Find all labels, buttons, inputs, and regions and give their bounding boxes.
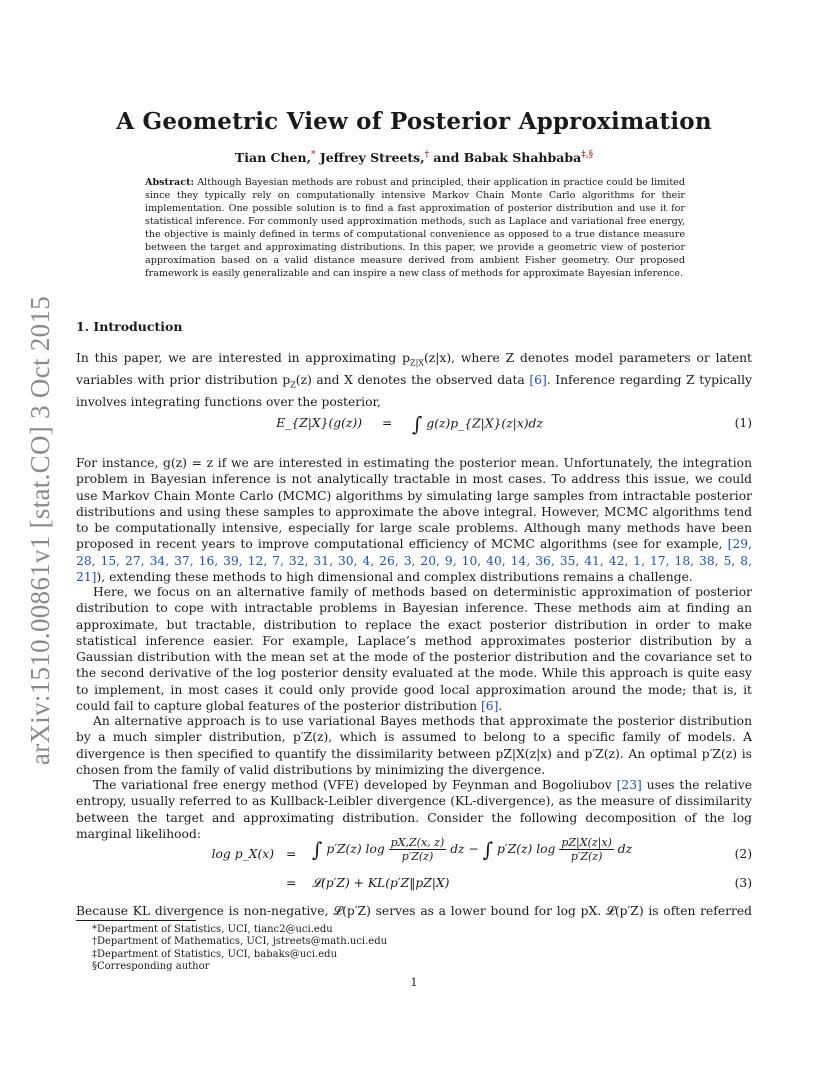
intro-paragraph-2 [76,455,752,585]
p5-text-a: The variational free energy method (VFE) developed by Feynman and Bogoliubov [93,778,612,792]
p1-text-a: In this paper, we are interested in approximating p [76,351,411,365]
intro-paragraph-1 [76,350,752,410]
arxiv-identifier [18,250,64,810]
p1-text-c: (z) and X denotes the observed data [295,372,525,387]
author-2: Jeffrey Streets, [319,150,425,166]
abstract-text: Although Bayesian methods are robust and principled, their application in practice could be limited since they typically rely on computationally intensive Markov Chain Monte Carlo algorithms for their implementation. One possible solution is to find a fast approximation of posterior distribution and use it for statistical inference. For commonly used approximation methods, such as Laplace and variational free energy, the objective is mainly defined in terms of computational convenience as opposed to a true distance measure between the target and approximating distributions. In this paper, we provide a geometric view of posterior approximation based on a valid distance measure derived from ambient Fisher geometry. Our proposed framework is easily generalizable and can inspire a new class of methods for approximate Bayesian inference. [145,177,685,279]
citation-link[interactable]: [23] [616,778,642,792]
author-3-mark[interactable]: ‡,§ [581,150,594,160]
abstract [145,176,685,280]
author-1: Tian Chen, [234,150,311,166]
eq3-number: (3) [734,876,752,890]
equation-1 [76,412,752,436]
equation-3 [76,876,752,894]
citation-list[interactable]: [29, 28, 15, 27, 34, 37, 16, 39, 12, 7, 32, 31, 30, 4, 26, 3, 20, 9, 10, 40, 14, 36, 35, 41, 42, 1, 17, 18, 38, 5, 8, 21] [76,537,752,585]
intro-paragraph-6: Because KL divergence is non-negative, 𝓛(p′Z) serves as a lower bound for log pX. 𝓛(p′Z) is often referred [76,904,752,918]
p1-sub-2: Z [290,380,296,390]
author-1-mark[interactable]: * [310,150,316,160]
eq1-equals: = [382,416,393,430]
eq1-rhs: ∫ g(z)p_{Z|X}(z|x)dz [412,412,543,436]
section-heading: 1. Introduction [76,319,183,334]
intro-paragraph-5 [76,777,752,842]
p5-text-b: uses the relative entropy, usually referred to as Kullback-Leibler divergence (KL-divergence), as the measure of dissimilarity between the target and approximating distribution. Consider the following decomposition of the log marginal likelihood: [76,778,752,841]
paper-title: A Geometric View of Posterior Approximation [116,108,712,135]
footnote-2: †Department of Mathematics, UCI, jstreets@math.uci.edu [92,936,388,948]
footnote-3: ‡Department of Statistics, UCI, babaks@uci.edu [92,948,338,960]
footnote-rule [76,920,196,921]
equation-2 [76,836,752,872]
eq2-equals: = [286,847,297,861]
eq3-equals: = [286,876,297,890]
footnote-1: *Department of Statistics, UCI, tianc2@uci.edu [92,924,333,935]
intro-paragraph-3 [76,584,752,714]
eq2-term1-post: dz − [450,842,479,856]
page-number: 1 [410,976,418,989]
p3-text-a: Here, we focus on an alternative family of methods based on deterministic approximation of posterior distribution to cope with intractable problems in Bayesian inference. These methods aim at finding an approximate, but tractable, distribution to replace the exact posterior distribution in order to make statistical inference easier. For example, Laplace’s method approximates posterior distribution by a Gaussian distribution with the mean set at the mode of the posterior distribution and the covariance set to the second derivative of the log posterior density evaluated at the mode. While this approach is quite easy to implement, in most cases it could only provide good local approximation around the mode; that is, it could fail to capture global features of the posterior distribution [76,585,752,714]
eq2-rhs: ∫ p′Z(z) log $\frac{pX,Z(x, z)}{p'Z(z)}$ dz − ∫ p′Z(z) log $\frac{pZ|X(z|x)}{p'Z(z)}$ dz [312,836,633,863]
eq2-frac2-den: p′Z(z) [570,850,603,863]
p1-text-b: (z|x), where Z denotes model parameters or latent variables with prior distribution p [76,351,752,387]
eq1-rhs-text: g(z)p_{Z|X}(z|x)dz [426,416,543,431]
author-line [0,150,828,165]
eq2-number: (2) [734,847,752,861]
p3-text-b: . [498,699,503,714]
eq2-frac1-num: pX,Z(x, z) [390,836,445,849]
author-2-mark[interactable]: † [424,150,430,160]
author-3: and Babak Shahbaba [433,150,582,166]
abstract-label: Abstract: [145,177,195,188]
eq2-term1-pre: p′Z(z) log [326,842,385,856]
eq2-frac2-num: pZ|X(z|x) [561,836,612,849]
eq2-fraction-2 [559,836,614,863]
eq1-lhs: E_{Z|X}(g(z)) [276,416,362,430]
p1-text-d: . Inference regarding Z typically involves integrating functions over the posterior, [76,372,752,409]
arxiv-identifier-text: arXiv:1510.00861v1 [stat.CO] 3 Oct 2015 [25,295,56,765]
eq2-lhs: log p_X(x) [211,847,274,861]
p2-text-a: For instance, g(z) = z if we are interested in estimating the posterior mean. Unfortunately, the integration problem in Bayesian inference is not analytically tractable in most cases. To address this issue, we could use Markov Chain Monte Carlo (MCMC) algorithms by simulating large samples from intractable posterior distributions and using these samples to approximate the above integral. However, MCMC algorithms tend to be computationally intensive, especially for large scale problems. Although many methods have been proposed in recent years to improve computational efficiency of MCMC algorithms (see for example, [76,456,752,552]
eq3-rhs: 𝓛(p′Z) + KL(p′Z‖pZ|X) [312,876,450,890]
eq2-fraction-1 [389,836,447,863]
citation-link[interactable]: [6] [481,699,499,714]
footnote-4: §Corresponding author [92,960,210,972]
p2-text-b: ), extending these methods to high dimensional and complex distributions remains a challenge. [96,570,693,585]
eq2-term2-pre: p′Z(z) log [497,842,556,856]
eq2-frac1-den: p′Z(z) [401,850,434,863]
citation-link[interactable]: [6] [529,372,547,387]
intro-paragraph-4: An alternative approach is to use variational Bayes methods that approximate the posterior distribution by a much simpler distribution, p′Z(z), which is assumed to belong to a specific family of models. A divergence is then specified to quantify the dissimilarity between pZ|X(z|x) and p′Z(z). An optimal p′Z(z) is chosen from the family of valid distributions by minimizing the divergence. [76,714,752,777]
p1-sub-1: Z|X [410,358,424,368]
eq2-term2-post: dz [617,842,633,856]
footnotes [92,924,387,973]
eq1-number: (1) [734,416,752,430]
